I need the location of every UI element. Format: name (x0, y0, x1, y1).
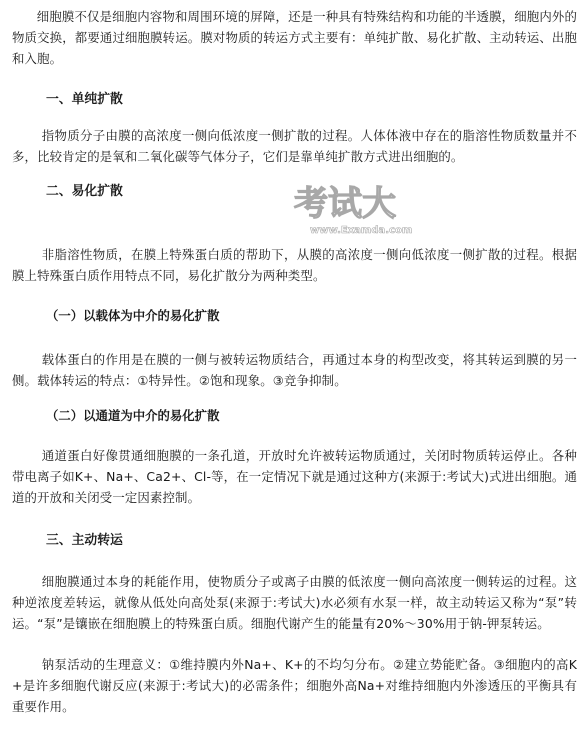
simple-diffusion-paragraph: 指物质分子由膜的高浓度一侧向低浓度一侧扩散的过程。人体体液中存在的脂溶性物质数量并不多，比较肯定的是氧和二氧化碳等气体分子，它们是靠单纯扩散方式进出细胞的。 (12, 128, 577, 164)
section-heading-simple-diffusion: 一、单纯扩散 (46, 92, 123, 107)
intro-paragraph: 细胞膜不仅是细胞内容物和周围环境的屏障，还是一种具有特殊结构和功能的半透膜，细胞内外的物质交换，都要通过细胞膜转运。膜对物质的转运方式主要有：单纯扩散、易化扩散、主动转运、出胞和入胞。 (12, 9, 577, 66)
subheading-carrier-mediated: （一）以载体为中介的易化扩散 (46, 308, 220, 323)
carrier-mediated-paragraph: 载体蛋白的作用是在膜的一侧与被转运物质结合，再通过本身的构型改变，将其转运到膜的另一侧。载体转运的特点：①特异性。②饱和现象。③竞争抑制。 (12, 352, 577, 388)
watermark-url-text: www.Examda.com (310, 225, 413, 236)
section-heading-facilitated-diffusion: 二、易化扩散 (46, 184, 123, 199)
sodium-pump-paragraph: 钠泵活动的生理意义：①维持膜内外Na+、K+的不均匀分布。②建立势能贮备。③细胞内的高K+是许多细胞代谢反应(来源于:考试大)的必需条件；细胞外高Na+对维持细胞内外渗透压的平衡具有重要作用。 (12, 657, 577, 714)
subheading-channel-mediated: （二）以通道为中介的易化扩散 (46, 408, 220, 423)
section-heading-active-transport: 三、主动转运 (46, 533, 123, 548)
active-transport-paragraph: 细胞膜通过本身的耗能作用，使物质分子或离子由膜的低浓度一侧向高浓度一侧转运的过程。这种逆浓度差转运，就像从低处向高处泵(来源于:考试大)水必须有水泵一样，故主动转运又称为“泵”转运。“泵”是镶嵌在细胞膜上的特殊蛋白质。细胞代谢产生的能量有20%～30%用于钠-钾泵转运。 (12, 574, 577, 631)
facilitated-diffusion-paragraph: 非脂溶性物质，在膜上特殊蛋白质的帮助下，从膜的高浓度一侧向低浓度一侧扩散的过程。根据膜上特殊蛋白质作用特点不同，易化扩散分为两种类型。 (12, 247, 577, 283)
watermark-logo-text: 考试大 (294, 184, 396, 224)
examda-watermark-logo (288, 175, 438, 245)
channel-mediated-paragraph: 通道蛋白好像贯通细胞膜的一条孔道，开放时允许被转运物质通过，关闭时物质转运停止。各种带电离子如K+、Na+、Ca2+、Cl-等，在一定情况下就是通过这种方(来源于:考试大)式进出细胞。通道的开放和关闭受一定因素控制。 (12, 448, 577, 505)
